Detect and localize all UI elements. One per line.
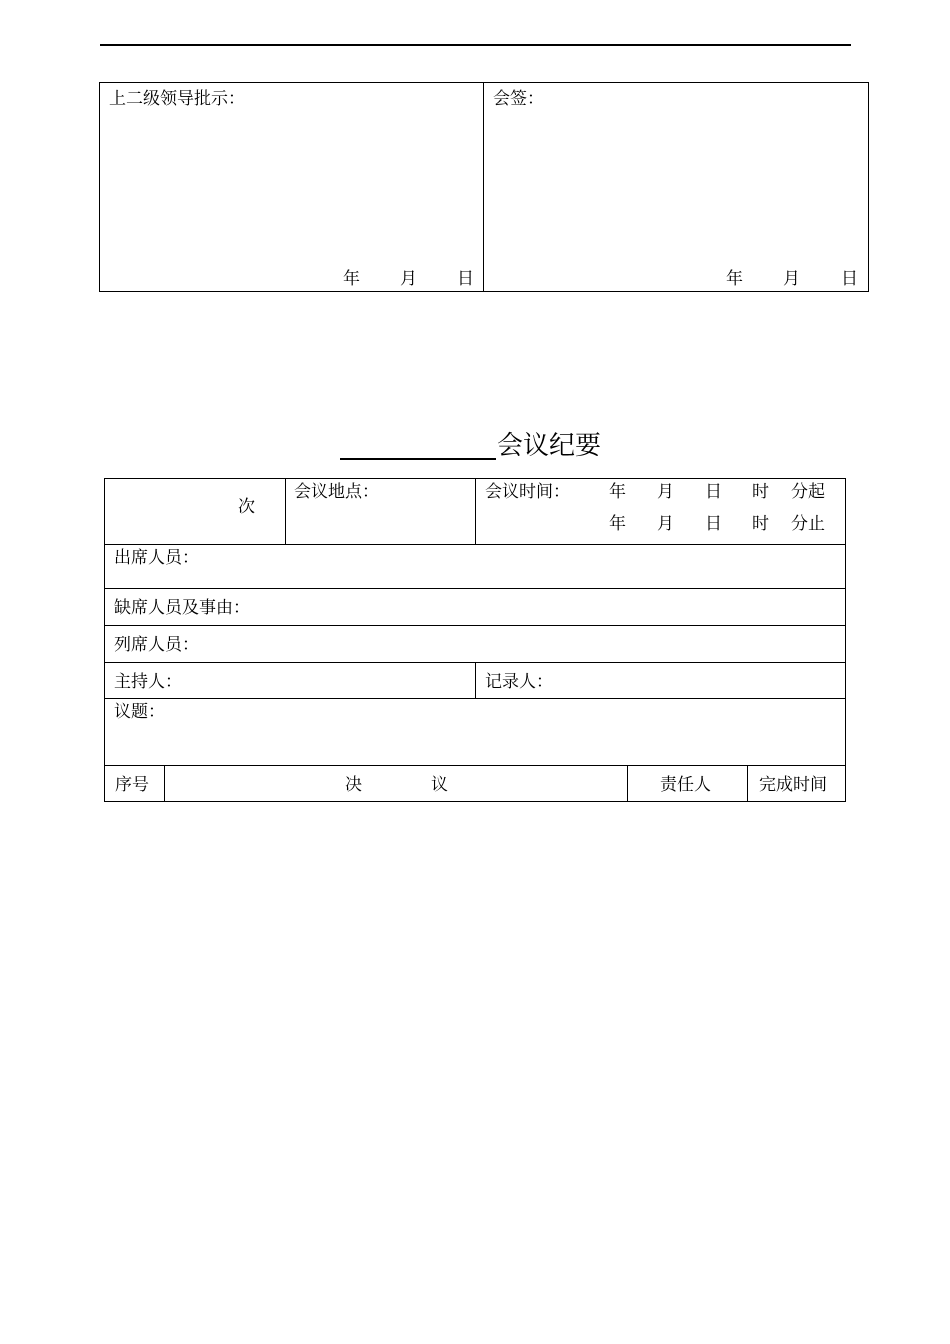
session-number-cell[interactable] — [105, 479, 285, 544]
end-day: 日 — [705, 514, 722, 534]
agenda-label: 议题： — [114, 702, 165, 722]
time-label: 会议时间： — [485, 482, 570, 502]
leader-date-month: 月 — [400, 269, 417, 289]
observers-label: 列席人员： — [114, 635, 199, 655]
countersign-date-month: 月 — [783, 269, 800, 289]
absentees-cell[interactable] — [105, 589, 845, 625]
start-month: 月 — [657, 482, 674, 502]
attendees-cell[interactable] — [105, 545, 845, 588]
location-label: 会议地点： — [294, 482, 379, 502]
session-suffix: 次 — [238, 497, 255, 517]
header-rule — [100, 44, 851, 46]
location-cell[interactable] — [286, 479, 475, 544]
leader-approval-label: 上二级领导批示： — [109, 89, 245, 109]
end-month: 月 — [657, 514, 674, 534]
attendees-label: 出席人员： — [114, 548, 199, 568]
observers-cell[interactable] — [105, 626, 845, 662]
countersign-label: 会签： — [493, 89, 544, 109]
col-rule — [627, 765, 628, 802]
end-year: 年 — [609, 514, 626, 534]
start-year: 年 — [609, 482, 626, 502]
col-header-deadline: 完成时间 — [759, 775, 827, 795]
host-cell[interactable] — [105, 663, 475, 698]
countersign-cell[interactable] — [484, 83, 868, 291]
agenda-cell[interactable] — [105, 699, 845, 765]
title-blank-field[interactable] — [340, 432, 496, 460]
col-header-owner: 责任人 — [660, 775, 711, 795]
recorder-cell[interactable] — [476, 663, 845, 698]
col-rule — [164, 765, 165, 802]
start-minute: 分起 — [791, 482, 825, 502]
leader-date-year: 年 — [343, 269, 360, 289]
end-minute: 分止 — [791, 514, 825, 534]
end-hour: 时 — [752, 514, 769, 534]
recorder-label: 记录人： — [485, 672, 553, 692]
col-header-seq: 序号 — [115, 775, 149, 795]
countersign-date-day: 日 — [841, 269, 858, 289]
start-hour: 时 — [752, 482, 769, 502]
row-rule — [104, 765, 846, 766]
start-day: 日 — [705, 482, 722, 502]
host-label: 主持人： — [114, 672, 182, 692]
leader-approval-cell[interactable] — [100, 83, 483, 291]
col-rule — [747, 765, 748, 802]
page-title: 会议纪要 — [497, 431, 602, 461]
col-header-resolution-b: 议 — [431, 775, 448, 795]
col-header-resolution-a: 决 — [345, 775, 362, 795]
countersign-date-year: 年 — [726, 269, 743, 289]
absentees-label: 缺席人员及事由： — [114, 598, 250, 618]
time-cell[interactable] — [476, 479, 845, 544]
leader-date-day: 日 — [457, 269, 474, 289]
